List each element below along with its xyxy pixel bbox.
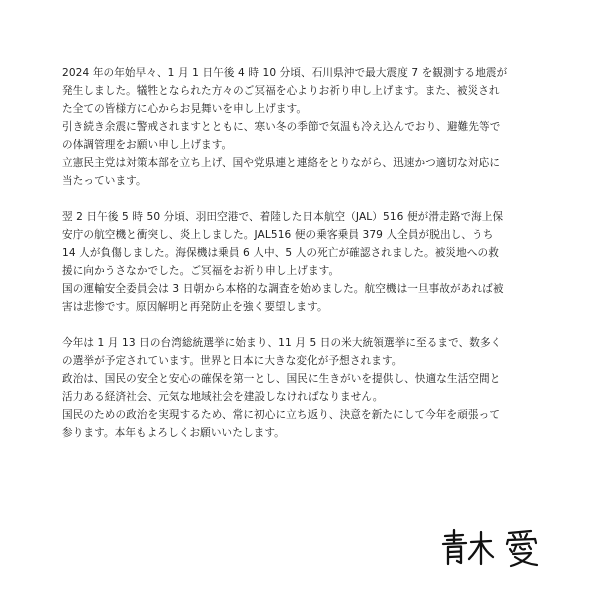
letter-line: 14 人が負傷しました。海保機は乗員 6 人中、5 人の死亡が確認されました。被災地への救 [62, 247, 499, 259]
letter-line: 害は悲惨です。原因解明と再発防止を強く要望します。 [62, 301, 328, 313]
letter-body [62, 64, 562, 442]
paragraph-haneda-accident [62, 208, 562, 316]
letter-line: 活力ある経済社会、元気な地域社会を建設しなければなりません。 [62, 391, 384, 403]
letter-line: 2024 年の年始早々、1 月 1 日午後 4 時 10 分頃、石川県沖で最大震度 7 を観測する地震が [62, 67, 508, 79]
paragraph-gap [62, 316, 562, 334]
letter-line: 援に向かうさなかでした。ご冥福をお祈り申し上げます。 [62, 265, 340, 277]
handwritten-signature [441, 528, 541, 570]
letter-line: 翌 2 日午後 5 時 50 分頃、羽田空港で、着陸した日本航空（JAL）516 便が滑走路で海上保 [62, 211, 504, 223]
paragraph-earthquake [62, 64, 562, 190]
letter-line: 政治は、国民の安全と安心の確保を第一とし、国民に生きがいを提供し、快適な生活空間と [62, 373, 501, 385]
letter-line: た全ての皆様方に心からお見舞いを申し上げます。 [62, 103, 308, 115]
letter-line: 国民のための政治を実現するため、常に初心に立ち返り、決意を新たにして今年を頑張って [62, 409, 501, 421]
letter-line: の選挙が予定されています。世界と日本に大きな変化が予想されます。 [62, 355, 403, 367]
letter-line: 当たっています。 [62, 175, 147, 187]
letter-line: 立憲民主党は対策本部を立ち上げ、国や党県連と連絡をとりながら、迅速かつ適切な対応に [62, 157, 501, 169]
letter-line: 引き続き余震に警戒されますとともに、寒い冬の季節で気温も冷え込んでおり、避難先等で [62, 121, 501, 133]
letter-line: の体調管理をお願い申し上げます。 [62, 139, 233, 151]
letter-line: 安庁の航空機と衝突し、炎上しました。JAL516 便の乗客乗員 379 人全員が脱出し、うち [62, 229, 494, 241]
paragraph-gap [62, 190, 562, 208]
letter-line: 参ります。本年もよろしくお願いいたします。 [62, 427, 285, 439]
letter-line: 今年は 1 月 13 日の台湾総統選挙に始まり、11 月 5 日の米大統領選挙に至るまで、数多く [62, 337, 502, 349]
paragraph-new-year [62, 334, 562, 442]
letter-line: 国の運輸安全委員会は 3 日朝から本格的な調査を始めました。航空機は一旦事故があれば被 [62, 283, 504, 295]
letter-line: 発生しました。犠牲となられた方々のご冥福を心よりお祈り申し上げます。また、被災され [62, 85, 500, 97]
